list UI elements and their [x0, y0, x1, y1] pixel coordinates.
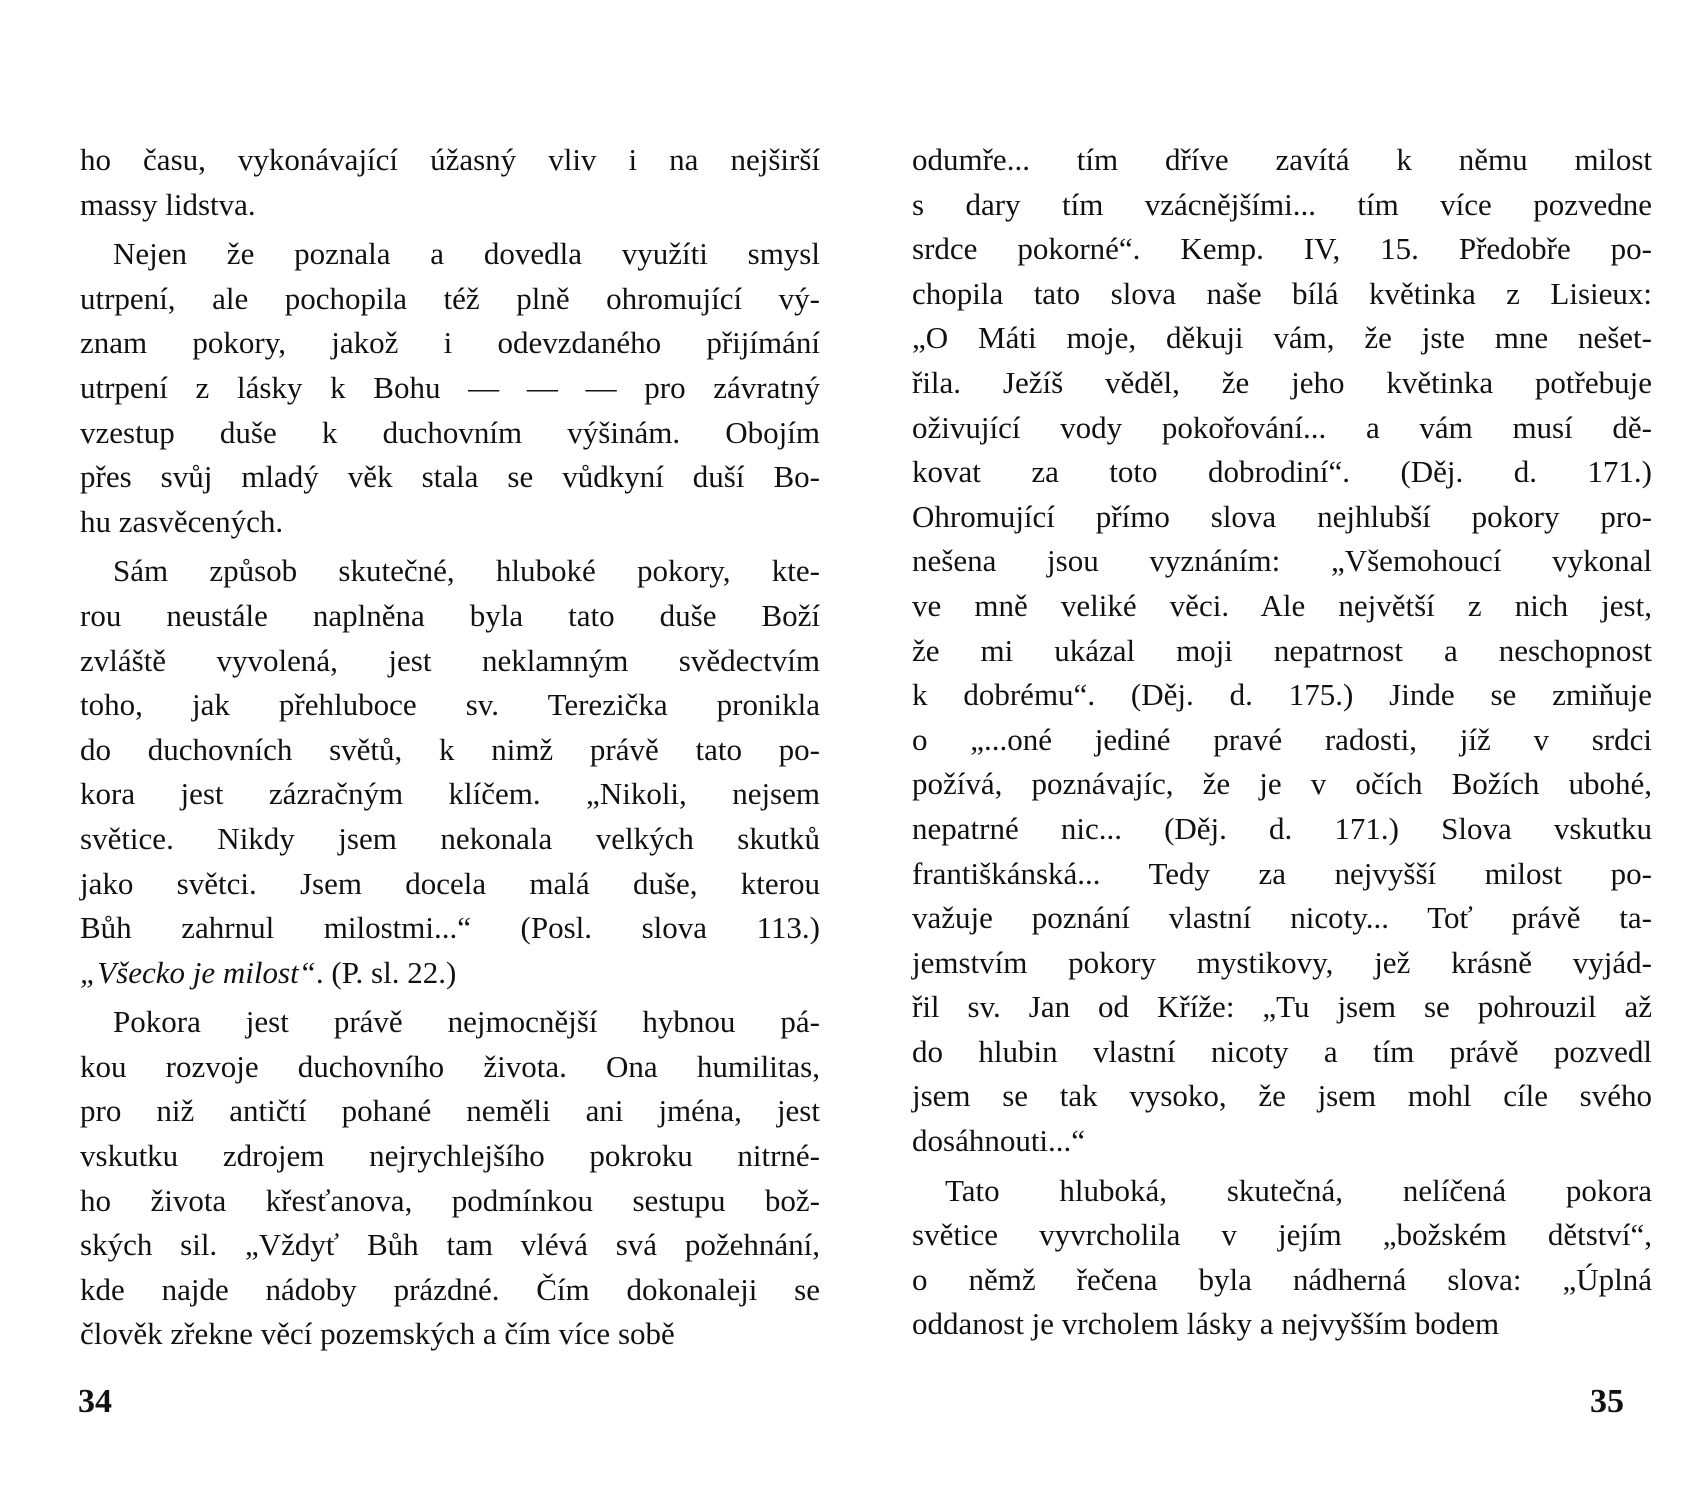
text-line: rou neustále naplněna byla tato duše Boží — [80, 597, 820, 633]
text-line: nepatrné nic... (Děj. d. 171.) Slova vskutku — [912, 810, 1652, 846]
text-line: utrpení, ale pochopila též plně ohromující vý- — [80, 280, 820, 316]
paragraph — [80, 1000, 820, 1357]
text-line: ho času, vykonávající úžasný vliv i na nejširší — [80, 142, 820, 177]
text-line: kde najde nádoby prázdné. Čím dokonaleji se — [80, 1271, 820, 1307]
text-line: oddanost je vrcholem lásky a nejvyšším bodem — [912, 1306, 1500, 1342]
text-line: jemstvím pokory mystikovy, jež krásně vyjád- — [912, 944, 1652, 980]
text-line: ve mně veliké věci. Ale největší z nich jest, — [912, 587, 1652, 623]
text-line: že mi ukázal moji nepatrnost a neschopnost — [912, 632, 1652, 668]
text-line: jsem se tak vysoko, že jsem mohl cíle svého — [912, 1078, 1652, 1114]
text-line: dosáhnouti...“ — [912, 1123, 1086, 1159]
text-line: „O Máti moje, děkuji vám, že jste mne nešet- — [912, 320, 1652, 356]
text-line: do duchovních světů, k nimž právě tato po- — [80, 731, 820, 767]
text-line: ho života křesťanova, podmínkou sestupu bož- — [80, 1182, 820, 1218]
text-line: řil sv. Jan od Kříže: „Tu jsem se pohrouzil až — [912, 989, 1652, 1025]
text-line: utrpení z lásky k Bohu — — — pro závratný — [80, 369, 820, 405]
text-line: Bůh zahrnul milostmi...“ (Posl. slova 113.) — [80, 910, 820, 946]
text-line: kovat za toto dobrodiní“. (Děj. d. 171.) — [912, 454, 1652, 490]
text-line: člověk zřekne věcí pozemských a čím více sobě — [80, 1316, 675, 1352]
text-line: massy lidstva. — [80, 186, 256, 222]
text-line: světice vyvrcholila v jejím „božském dětství“, — [912, 1217, 1652, 1253]
text-line: ských sil. „Vždyť Bůh tam vlévá svá požehnání, — [80, 1227, 820, 1263]
page-number-left: 34 — [78, 1383, 112, 1420]
text-line: Pokora jest právě nejmocnější hybnou pá- — [113, 1004, 820, 1040]
text-line: vskutku zdrojem nejrychlejšího pokroku nitrné- — [80, 1138, 820, 1174]
paragraph — [912, 138, 1652, 1164]
text-line: odumře... tím dříve zavítá k němu milost — [912, 142, 1652, 177]
text-line — [80, 951, 820, 996]
text-line: přes svůj mladý věk stala se vůdkyní duší Bo- — [80, 459, 820, 495]
text-line: řila. Ježíš věděl, že jeho květinka potřebuje — [912, 364, 1652, 400]
text-line: světice. Nikdy jsem nekonala velkých skutků — [80, 820, 820, 856]
page-number-right: 35 — [1590, 1383, 1624, 1420]
paragraph — [912, 1169, 1652, 1347]
citation: . (P. sl. 22.) — [315, 954, 457, 990]
text-line: jako světci. Jsem docela malá duše, kterou — [80, 865, 820, 901]
paragraph — [80, 549, 820, 995]
text-line: o „...oné jediné pravé radosti, jíž v srdci — [912, 721, 1652, 757]
text-line: Nejen že poznala a dovedla využíti smysl — [113, 236, 820, 272]
text-line: Sám způsob skutečné, hluboké pokory, kte- — [113, 553, 820, 589]
right-page — [912, 138, 1652, 1347]
text-line: nešena jsou vyznáním: „Všemohoucí vykonal — [912, 543, 1652, 579]
text-line: františkánská... Tedy za nejvyšší milost po- — [912, 855, 1652, 891]
left-page — [80, 138, 820, 1357]
text-line: kou rozvoje duchovního života. Ona humilitas, — [80, 1048, 820, 1084]
text-line: vzestup duše k duchovním výšinám. Obojím — [80, 414, 820, 450]
text-line: hu zasvěcených. — [80, 503, 284, 539]
text-line: pro niž antičtí pohané neměli ani jména, jest — [80, 1093, 820, 1129]
text-line: s dary tím vzácnějšími... tím více pozvedne — [912, 186, 1652, 222]
text-line: važuje poznání vlastní nicoty... Toť právě ta- — [912, 900, 1652, 936]
text-line: Ohromující přímo slova nejhlubší pokory pro- — [912, 498, 1652, 534]
text-line: kora jest zázračným klíčem. „Nikoli, nejsem — [80, 776, 820, 812]
text-line: do hlubin vlastní nicoty a tím právě pozvedl — [912, 1033, 1652, 1069]
paragraph — [80, 138, 820, 227]
text-line: o němž řečena byla nádherná slova: „Úplná — [912, 1261, 1652, 1297]
text-line: srdce pokorné“. Kemp. IV, 15. Předobře po- — [912, 231, 1652, 267]
italic-quote: „Všecko je milost“ — [80, 954, 316, 990]
text-line: požívá, poznávajíc, že je v očích Božích ubohé, — [912, 766, 1652, 802]
text-line: chopila tato slova naše bílá květinka z Lisieux: — [912, 275, 1652, 311]
text-line: k dobrému“. (Děj. d. 175.) Jinde se zmiňuje — [912, 677, 1652, 713]
text-line: toho, jak přehluboce sv. Terezička pronikla — [80, 687, 820, 723]
text-line: zvláště vyvolená, jest neklamným svědectvím — [80, 642, 820, 678]
text-line: Tato hluboká, skutečná, nelíčená pokora — [945, 1172, 1652, 1208]
text-line: znam pokory, jakož i odevzdaného přijímání — [80, 325, 820, 361]
text-line: oživující vody pokořování... a vám musí dě- — [912, 409, 1652, 445]
paragraph — [80, 232, 820, 544]
